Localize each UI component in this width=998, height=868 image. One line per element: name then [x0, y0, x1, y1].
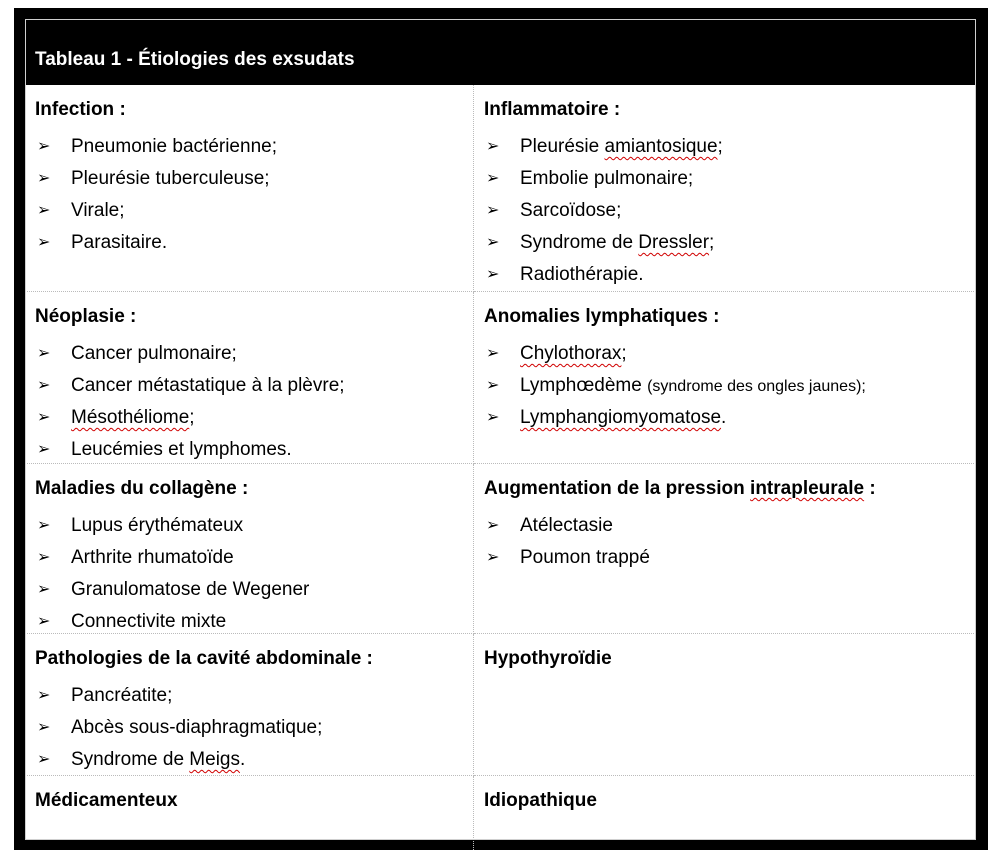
list-item-text: . — [239, 749, 246, 770]
list-item — [484, 195, 966, 227]
spellcheck-word: amiantosique — [604, 136, 718, 157]
list-item-note: (syndrome des ongles jaunes); — [647, 378, 866, 395]
list-item-text: Pleurésie tuberculeuse; — [71, 168, 270, 189]
arrow-bullet-icon: ➢ — [37, 409, 51, 426]
list-item-text: ; — [189, 407, 195, 428]
heading-text: : — [864, 478, 876, 499]
bullet-list — [35, 338, 463, 466]
list-item-text: Lymphœdème — [520, 375, 648, 396]
arrow-bullet-icon: ➢ — [486, 409, 500, 426]
arrow-bullet-icon: ➢ — [486, 138, 500, 155]
list-item — [35, 338, 463, 370]
arrow-bullet-icon: ➢ — [37, 441, 51, 458]
list-item-text: Radiothérapie. — [520, 264, 644, 285]
list-item — [484, 402, 966, 434]
arrow-bullet-icon: ➢ — [37, 613, 51, 630]
list-item-text: Pneumonie bactérienne; — [71, 136, 277, 157]
list-item-text: Abcès sous-diaphragmatique; — [71, 717, 323, 738]
arrow-bullet-icon: ➢ — [486, 234, 500, 251]
list-item — [35, 370, 463, 402]
list-item-text: Embolie pulmonaire; — [520, 168, 694, 189]
arrow-bullet-icon: ➢ — [37, 751, 51, 768]
table-title: Tableau 1 - Étiologies des exsudats — [35, 49, 355, 70]
list-item — [35, 227, 463, 259]
arrow-bullet-icon: ➢ — [486, 170, 500, 187]
cell-left-1 — [25, 85, 474, 292]
spellcheck-word: Dressler — [638, 232, 710, 253]
list-item-text: Atélectasie — [520, 515, 613, 536]
arrow-bullet-icon: ➢ — [37, 687, 51, 704]
arrow-bullet-icon: ➢ — [37, 170, 51, 187]
cell-heading — [484, 478, 966, 500]
list-item — [484, 370, 966, 402]
bullet-list — [484, 131, 966, 291]
arrow-bullet-icon: ➢ — [37, 202, 51, 219]
list-item — [484, 259, 966, 291]
cell-left-4 — [25, 634, 474, 776]
heading-text: Augmentation de la pression — [484, 478, 751, 499]
list-item-text: Cancer métastatique à la plèvre; — [71, 375, 345, 396]
arrow-bullet-icon: ➢ — [37, 138, 51, 155]
cell-right-4 — [474, 634, 976, 776]
spellcheck-word: Meigs — [189, 749, 240, 770]
list-item — [35, 712, 463, 744]
list-item — [484, 510, 966, 542]
list-item — [484, 542, 966, 574]
list-item-text: Virale; — [71, 200, 125, 221]
cell-heading: Médicamenteux — [35, 790, 178, 811]
arrow-bullet-icon: ➢ — [486, 345, 500, 362]
arrow-bullet-icon: ➢ — [486, 549, 500, 566]
list-item — [484, 163, 966, 195]
list-item-text: Sarcoïdose; — [520, 200, 622, 221]
list-item-text: Lupus érythémateux — [71, 515, 244, 536]
cell-heading: Néoplasie : — [35, 306, 137, 327]
cell-heading: Inflammatoire : — [484, 99, 621, 120]
bullet-list — [484, 338, 966, 434]
cell-heading: Infection : — [35, 99, 126, 120]
list-item-text: Connectivite mixte — [71, 611, 227, 632]
cell-left-5 — [25, 776, 474, 850]
table — [23, 17, 978, 842]
list-item-text: Syndrome de — [520, 232, 639, 253]
list-item — [484, 131, 966, 163]
cell-right-2 — [474, 292, 976, 464]
cell-heading: Anomalies lymphatiques : — [484, 306, 720, 327]
table-grid — [25, 85, 976, 850]
bullet-list — [35, 131, 463, 259]
arrow-bullet-icon: ➢ — [37, 234, 51, 251]
list-item-text: Parasitaire. — [71, 232, 168, 253]
cell-right-5 — [474, 776, 976, 850]
arrow-bullet-icon: ➢ — [486, 517, 500, 534]
arrow-bullet-icon: ➢ — [37, 581, 51, 598]
arrow-bullet-icon: ➢ — [486, 377, 500, 394]
cell-heading: Idiopathique — [484, 790, 597, 811]
list-item — [35, 131, 463, 163]
arrow-bullet-icon: ➢ — [37, 517, 51, 534]
list-item — [484, 227, 966, 259]
list-item-text: Syndrome de — [71, 749, 190, 770]
list-item — [35, 434, 463, 466]
bullet-list — [35, 510, 463, 638]
spellcheck-word: intrapleurale — [750, 478, 865, 499]
list-item-text: ; — [621, 343, 627, 364]
list-item-text: Leucémies et lymphomes. — [71, 439, 292, 460]
table-title-bar — [25, 19, 976, 85]
list-item-text: Arthrite rhumatoïde — [71, 547, 234, 568]
list-item — [35, 574, 463, 606]
spellcheck-word: Mésothéliome — [71, 407, 190, 428]
list-item-text: ; — [709, 232, 715, 253]
arrow-bullet-icon: ➢ — [37, 377, 51, 394]
list-item — [35, 510, 463, 542]
list-item-text: . — [721, 407, 727, 428]
cell-heading: Hypothyroïdie — [484, 648, 612, 669]
list-item-text: Pleurésie — [520, 136, 605, 157]
list-item-text: Cancer pulmonaire; — [71, 343, 237, 364]
list-item — [484, 338, 966, 370]
list-item — [35, 542, 463, 574]
list-item-text: Poumon trappé — [520, 547, 650, 568]
list-item-text: Pancréatite; — [71, 685, 173, 706]
list-item — [35, 680, 463, 712]
list-item-text: ; — [717, 136, 723, 157]
cell-left-2 — [25, 292, 474, 464]
arrow-bullet-icon: ➢ — [486, 266, 500, 283]
list-item — [35, 744, 463, 776]
bullet-list — [484, 510, 966, 574]
arrow-bullet-icon: ➢ — [37, 549, 51, 566]
cell-heading: Pathologies de la cavité abdominale : — [35, 648, 373, 669]
spellcheck-word: Lymphangiomyomatose — [520, 407, 722, 428]
table-frame — [14, 8, 988, 850]
list-item — [35, 163, 463, 195]
spellcheck-word: Chylothorax — [520, 343, 622, 364]
arrow-bullet-icon: ➢ — [486, 202, 500, 219]
bullet-list — [35, 680, 463, 776]
cell-right-1 — [474, 85, 976, 292]
cell-left-3 — [25, 464, 474, 634]
arrow-bullet-icon: ➢ — [37, 345, 51, 362]
list-item — [35, 195, 463, 227]
arrow-bullet-icon: ➢ — [37, 719, 51, 736]
cell-right-3 — [474, 464, 976, 634]
list-item-text: Granulomatose de Wegener — [71, 579, 310, 600]
list-item — [35, 402, 463, 434]
cell-heading: Maladies du collagène : — [35, 478, 249, 499]
